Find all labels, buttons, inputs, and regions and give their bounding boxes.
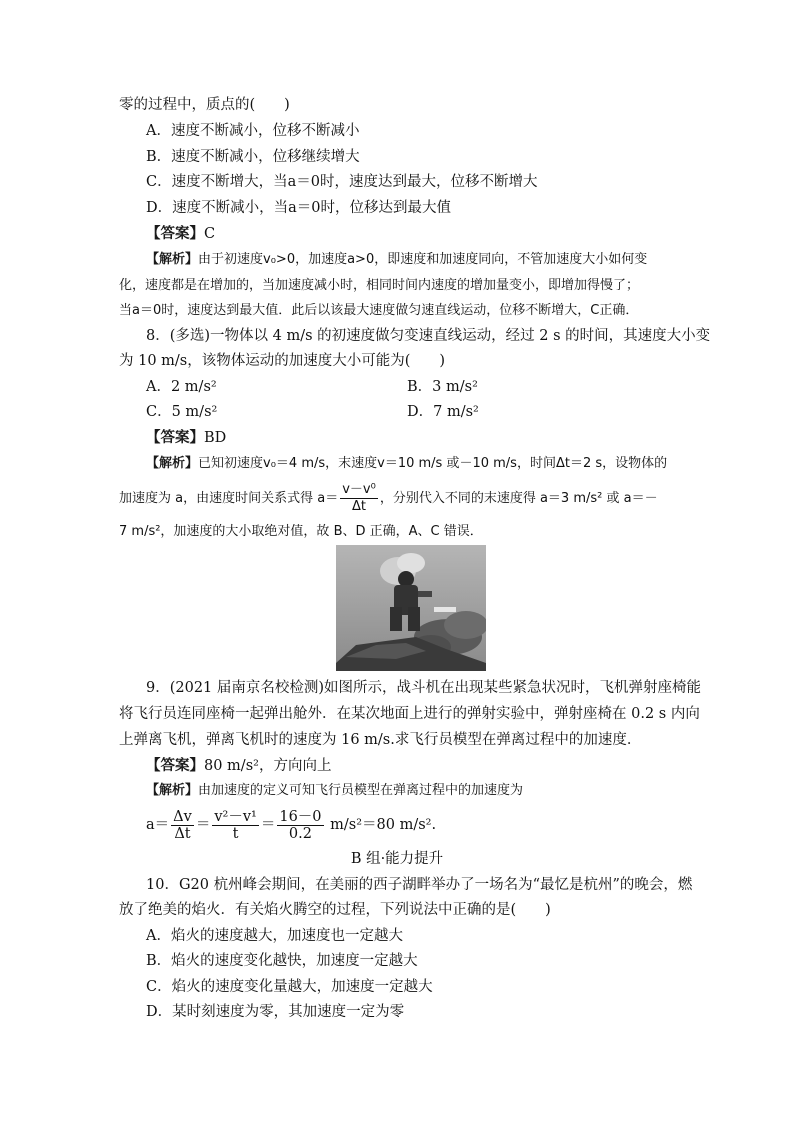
q8-answer: BD: [204, 430, 227, 446]
answer-label: 【答案】: [146, 429, 204, 446]
q10-stem-line-2: 放了绝美的焰火．有关焰火腾空的过程，下列说法中正确的是( ): [119, 902, 551, 918]
q7-answer-line: [146, 225, 215, 243]
analysis-label: 【解析】: [146, 783, 199, 798]
q8-analysis-line-3: 7 m/s²，加速度的大小取绝对值，故 B、D 正确，A、C 错误．: [119, 524, 483, 539]
q8-option-b: B．3 m/s²: [407, 379, 478, 395]
q9-stem-line-3: 上弹离飞机，弹离飞机时的速度为 16 m/s.求飞行员模型在弹离过程中的加速度．: [119, 732, 642, 748]
q7-analysis-line-1: 【解析】由于初速度v₀>0，加速度a>0，即速度和加速度同向，不管加速度大小如何变: [146, 252, 648, 267]
q10-option-c: C．焰火的速度变化量越大，加速度一定越大: [146, 979, 433, 995]
q10-option-b: B．焰火的速度变化越快，加速度一定越大: [146, 953, 418, 969]
q10-stem-line-1: 10．G20 杭州峰会期间，在美丽的西子湖畔举办了一场名为“最忆是杭州”的晚会，燃: [146, 877, 693, 893]
q9-analysis-line-1: 【解析】由加速度的定义可知飞行员模型在弹离过程中的加速度为: [146, 783, 524, 798]
q10-option-d: D．某时刻速度为零，其加速度一定为零: [146, 1004, 405, 1020]
q10-option-a: A．焰火的速度越大，加速度也一定越大: [146, 928, 403, 944]
analysis-label: 【解析】: [146, 252, 199, 267]
q9-stem-line-2: 将飞行员连同座椅一起弹出舱外．在某次地面上进行的弹射实验中，弹射座椅在 0.2 s 内向: [119, 706, 700, 722]
q7-analysis-line-3: 当a＝0时，速度达到最大值．此后以该最大速度做匀速直线运动，位移不断增大，C正确．: [119, 303, 639, 318]
q7-answer: C: [204, 226, 216, 242]
q8-stem-line-2: 为 10 m/s，该物体运动的加速度大小可能为( ): [119, 353, 446, 369]
ejection-seat-photo: [336, 545, 486, 671]
q9-stem-line-1: 9．(2021 届南京名校检测)如图所示，战斗机在出现某些紧急状况时，飞机弹射座椅能: [146, 680, 702, 696]
q7-option-d: D．速度不断减小，当a＝0时，位移达到最大值: [146, 200, 451, 216]
q7-option-c: C．速度不断增大，当a＝0时，速度达到最大，位移不断增大: [146, 174, 538, 190]
q7-stem-tail: 零的过程中，质点的( ): [119, 97, 290, 113]
q8-fraction: $\frac{\text{v－v⁰}}{\Delta t}$: [342, 482, 376, 514]
q9-answer: 80 m/s²，方向向上: [204, 758, 332, 774]
q8-option-a: A．2 m/s²: [146, 379, 217, 395]
q8-option-d: D．7 m/s²: [407, 404, 479, 420]
q8-analysis-line-2: 加速度为 a，由速度时间关系式得 a＝ $\frac{\text{v－v⁰}}{\Delta t}$ ，分别代入不同的末速度得 a＝3 m/s² 或 a＝－: [119, 482, 658, 514]
q7-option-b: B．速度不断减小，位移继续增大: [146, 149, 360, 165]
section-title: B 组·能力提升: [350, 851, 444, 867]
q9-answer-line: [146, 757, 331, 775]
analysis-label: 【解析】: [146, 456, 199, 471]
q8-stem-line-1: 8．(多选)一物体以 4 m/s 的初速度做匀变速直线运动，经过 2 s 的时间，其速度大小变: [146, 328, 711, 344]
q7-option-a: A．速度不断减小，位移不断减小: [146, 123, 360, 139]
answer-label: 【答案】: [146, 757, 204, 774]
q8-option-c: C．5 m/s²: [146, 404, 218, 420]
q7-analysis-line-2: 化，速度都是在增加的，当加速度减小时，相同时间内速度的增加量变小，即增加得慢了；: [119, 278, 640, 293]
answer-label: 【答案】: [146, 225, 204, 242]
q8-answer-line: [146, 429, 226, 447]
q9-equation: a＝ $\frac{\Delta v}{\Delta t}$ ＝ $\frac{\text{v²－v¹}}{t}$ ＝ $\frac{16-0}{0.2}$ m/s²＝80 m/s².: [146, 808, 437, 842]
q8-analysis-line-1: 【解析】已知初速度v₀＝4 m/s，末速度v＝10 m/s 或－10 m/s，时间Δt＝2 s，设物体的: [146, 456, 668, 471]
